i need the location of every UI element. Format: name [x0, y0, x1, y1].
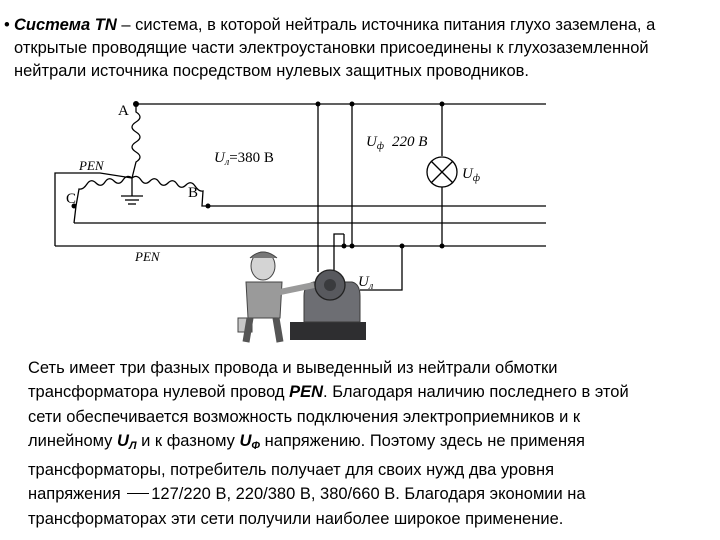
intro-paragraph [4, 14, 716, 83]
label-phase-c: С [66, 191, 77, 207]
intro-line-3: нейтрали источника посредством нулевых защитных проводников. [14, 62, 529, 80]
term-tn: Система TN [14, 16, 117, 34]
pen-neutral-wire [55, 173, 132, 246]
intro-line-2: открытые проводящие части электроустановки присоединены к глухозаземленной [14, 39, 649, 57]
label-phase-b: В [188, 185, 199, 201]
label-line-voltage: $U_л=380$ В [214, 150, 274, 168]
label-phase-a: А [118, 103, 129, 119]
body-line-2: трансформатора нулевой провод PEN. Благодаря наличию последнего в этой [28, 383, 629, 402]
tn-system-diagram [0, 92, 720, 350]
body-line-6: напряжения 127/220 В, 220/380 В, 380/660 В. Благодаря экономии на [28, 485, 586, 504]
label-pen-bottom: PEN [135, 249, 160, 264]
intro-line-1: Система TN – система, в которой нейтраль источника питания глухо заземлена, а [14, 16, 656, 34]
winding-a [132, 104, 140, 178]
motor-base [290, 322, 366, 340]
label-phase-voltage: $U_ф$ 220 В [366, 134, 428, 152]
bullet: • [4, 16, 10, 34]
body-paragraph [28, 356, 712, 531]
label-motor-voltage: $U_л$ [358, 274, 374, 292]
body-line-4: линейному $U_Л$ и к фазному $U_Ф$ напряжению. Поэтому здесь не применяя [28, 431, 585, 452]
dash-mark [127, 493, 149, 494]
body-line-3: сети обеспечивается возможность подключения электроприемников и к [28, 407, 581, 426]
winding-c [74, 176, 132, 223]
body-line-7: трансформаторах эти сети получили наиболее широкое применение. [28, 509, 564, 528]
body-line-5: трансформаторы, потребитель получает для своих нужд два уровня [28, 461, 555, 480]
label-pen-top: PEN [79, 158, 104, 173]
body-line-1: Сеть имеет три фазных провода и выведенный из нейтрали обмотки [28, 359, 558, 377]
label-lamp-voltage: $U_ф$ [462, 166, 480, 184]
